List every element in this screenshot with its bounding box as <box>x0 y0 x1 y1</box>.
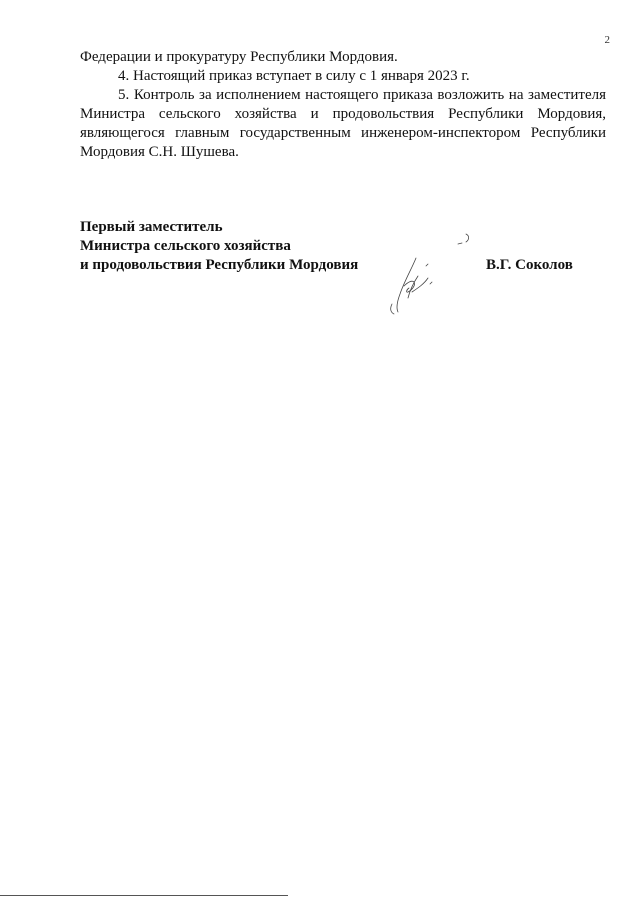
paragraph-item-4: 4. Настоящий приказ вступает в силу с 1 января 2023 г. <box>118 68 470 84</box>
document-body <box>80 48 606 162</box>
paragraph-continuation: Федерации и прокуратуру Республики Мордовия. <box>80 49 398 65</box>
signatory-name: В.Г. Соколов <box>486 257 573 273</box>
signatory-title-line-1: Первый заместитель <box>80 219 223 235</box>
signatory-title <box>80 218 358 275</box>
signatory-title-line-3: и продовольствия Республики Мордовия <box>80 257 359 273</box>
footer-divider <box>0 895 288 896</box>
handwritten-signature <box>378 228 488 320</box>
paragraph-item-5: 5. Контроль за исполнением настоящего приказа возложить на заместителя Министра сельского хозяйства и продовольствия Республики Мордовия, являющегося главным государственным инженером-инспектором Республики Мордовия С.Н. Шушева. <box>80 87 606 160</box>
page-number: 2 <box>604 34 610 46</box>
signatory-title-line-2: Министра сельского хозяйства <box>80 238 291 254</box>
